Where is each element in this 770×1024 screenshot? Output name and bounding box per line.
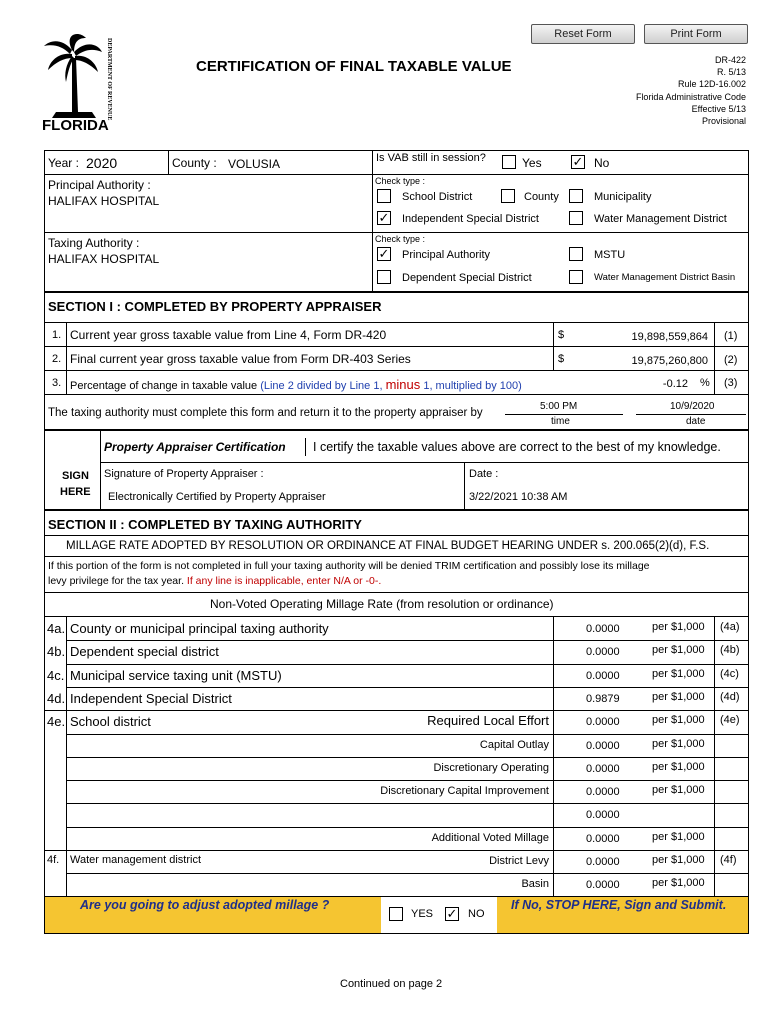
per-thousand-label: per $1,000	[652, 644, 705, 657]
millage-row-sublabel: Capital Outlay	[479, 738, 549, 751]
warning-line-2: levy privilege for the tax year. If any line is inapplicable, enter N/A or -0-.	[48, 575, 382, 587]
school-district-checkbox[interactable]	[377, 189, 391, 203]
time-label: time	[551, 416, 570, 427]
millage-row-divider	[66, 757, 749, 758]
millage-ref: (4b)	[720, 644, 740, 657]
non-voted-heading: Non-Voted Operating Millage Rate (from resolution or ordinance)	[210, 597, 554, 611]
form-id-block: DR-422 R. 5/13 Rule 12D-16.002 Florida Administrative Code Effective 5/13 Provisional	[635, 55, 746, 127]
millage-row-label: Water management district	[70, 854, 202, 866]
school-district-label: School District	[402, 191, 473, 203]
millage-row-sublabel: Discretionary Capital Improvement	[380, 785, 549, 798]
dependent-special-district-label: Dependent Special District	[402, 272, 532, 284]
appraiser-cert-title: Property Appraiser Certification	[104, 440, 286, 454]
dept-text: DEPARTMENT OF REVENUE	[106, 38, 112, 121]
adjust-millage-question: Are you going to adjust adopted millage ?	[80, 898, 330, 912]
per-thousand-label: per $1,000	[652, 877, 705, 890]
millage-ref: (4a)	[720, 621, 740, 633]
millage-row-sublabel: Basin	[521, 878, 549, 891]
county-type-label: County	[524, 191, 559, 203]
millage-value[interactable]: 0.0000	[586, 809, 620, 822]
millage-row-sublabel: Required Local Effort	[427, 713, 549, 729]
independent-special-district-label: Independent Special District	[402, 213, 539, 225]
millage-value[interactable]: 0.9879	[586, 692, 620, 705]
millage-value[interactable]: 0.0000	[586, 786, 620, 799]
return-date[interactable]: 10/9/2020	[670, 401, 715, 412]
reset-form-button[interactable]: Reset Form	[531, 24, 635, 44]
millage-value[interactable]: 0.0000	[586, 879, 620, 892]
per-thousand-label: per $1,000	[652, 714, 705, 727]
return-instruction: The taxing authority must complete this form and return it to the property appraiser by	[48, 407, 483, 419]
florida-dor-logo	[42, 32, 114, 132]
millage-row-divider	[66, 640, 749, 641]
municipality-label: Municipality	[594, 191, 652, 203]
mstu-checkbox[interactable]	[569, 247, 583, 261]
principal-authority-type-label: Principal Authority	[402, 249, 491, 261]
mstu-label: MSTU	[594, 249, 626, 261]
date-label: date	[686, 416, 706, 427]
section-1-title: SECTION I : COMPLETED BY PROPERTY APPRAISER	[48, 299, 382, 314]
stop-instruction: If No, STOP HERE, Sign and Submit.	[511, 898, 727, 912]
warning-line-1: If this portion of the form is not completed in full your taxing authority will be denied TRIM certification and possibly lose its millage	[48, 560, 650, 572]
vab-yes-checkbox[interactable]	[502, 155, 516, 169]
line-1-value[interactable]: 19,898,559,864	[631, 331, 708, 343]
line-1-label: Current year gross taxable value from Line 4, Form DR-420	[70, 328, 387, 342]
signature-field[interactable]: Electronically Certified by Property Appraiser	[108, 491, 326, 503]
vab-no-checkbox[interactable]: ✓	[572, 154, 584, 169]
millage-row-num: 4a.	[47, 621, 66, 636]
water-management-basin-label: Water Management District Basin	[594, 272, 736, 283]
line-2-value[interactable]: 19,875,260,800	[631, 355, 708, 367]
millage-value[interactable]: 0.0000	[586, 832, 620, 845]
continued-footer: Continued on page 2	[340, 978, 443, 990]
millage-row-divider	[66, 827, 749, 828]
year-label: Year :	[48, 156, 79, 170]
water-management-district-checkbox[interactable]	[569, 211, 583, 225]
line-2-label: Final current year gross taxable value from Form DR-403 Series	[70, 352, 411, 366]
return-time[interactable]: 5:00 PM	[540, 401, 578, 412]
print-form-button[interactable]: Print Form	[644, 24, 748, 44]
water-management-basin-checkbox[interactable]	[569, 270, 583, 284]
millage-ref: (4f)	[720, 854, 737, 866]
millage-value[interactable]: 0.0000	[586, 623, 620, 635]
adjust-no-label: NO	[468, 908, 485, 920]
millage-value[interactable]: 0.0000	[586, 716, 620, 729]
vab-no-label: No	[594, 156, 610, 170]
per-thousand-label: per $1,000	[652, 830, 705, 843]
millage-row-label: Municipal service taxing unit (MSTU)	[70, 667, 282, 683]
municipality-checkbox[interactable]	[569, 189, 583, 203]
principal-authority-field[interactable]: HALIFAX HOSPITAL	[48, 194, 160, 208]
millage-row-num: 4e.	[47, 714, 66, 730]
check-type-label: Check type :	[375, 176, 426, 186]
independent-special-district-checkbox[interactable]: ✓	[378, 210, 390, 225]
millage-value[interactable]: 0.0000	[586, 669, 620, 682]
adjust-no-checkbox[interactable]: ✓	[446, 906, 458, 921]
millage-ref: (4e)	[720, 714, 740, 727]
line-3-value[interactable]: -0.12	[662, 378, 688, 390]
cert-date-label: Date :	[469, 468, 499, 480]
vab-yes-label: Yes	[522, 156, 542, 170]
millage-row-num: 4d.	[47, 690, 66, 706]
millage-row-divider	[66, 803, 749, 804]
line-2-ref: (2)	[724, 354, 738, 366]
per-thousand-label: per $1,000	[652, 854, 705, 866]
appraiser-cert-text: I certify the taxable values above are correct to the best of my knowledge.	[313, 440, 721, 454]
millage-value[interactable]: 0.0000	[586, 646, 620, 659]
millage-row-divider	[44, 850, 749, 851]
principal-authority-checkbox[interactable]: ✓	[378, 246, 390, 261]
taxing-authority-label: Taxing Authority :	[48, 236, 140, 250]
millage-ref: (4c)	[720, 667, 739, 680]
line-1-num: 1.	[52, 329, 62, 341]
principal-authority-label: Principal Authority :	[48, 178, 151, 192]
millage-row-sublabel: Discretionary Operating	[433, 761, 549, 774]
dependent-special-district-checkbox[interactable]	[377, 270, 391, 284]
millage-row-divider	[44, 710, 749, 711]
millage-row-num: 4f.	[47, 854, 60, 866]
line-2-dollar: $	[558, 353, 565, 365]
line-3-percent: %	[700, 377, 710, 389]
county-label: County :	[172, 156, 217, 170]
signature-label: Signature of Property Appraiser :	[104, 468, 264, 480]
per-thousand-label: per $1,000	[652, 737, 705, 750]
millage-value[interactable]: 0.0000	[586, 762, 620, 775]
millage-ref: (4d)	[720, 690, 740, 703]
adjust-yes-label: YES	[411, 908, 434, 920]
line-3-num: 3.	[52, 377, 62, 389]
line-1-ref: (1)	[724, 330, 738, 342]
per-thousand-label: per $1,000	[652, 784, 705, 797]
millage-row-divider	[66, 687, 749, 688]
millage-heading: MILLAGE RATE ADOPTED BY RESOLUTION OR ORDINANCE AT FINAL BUDGET HEARING UNDER s. 200.065(2)(d), F.S.	[66, 540, 710, 552]
millage-value[interactable]: 0.0000	[586, 739, 620, 752]
section-2-title: SECTION II : COMPLETED BY TAXING AUTHORITY	[48, 517, 362, 532]
line-2-num: 2.	[52, 353, 62, 365]
taxing-authority-field[interactable]: HALIFAX HOSPITAL	[48, 252, 160, 266]
millage-row-divider	[66, 780, 749, 781]
water-management-district-label: Water Management District	[594, 213, 727, 225]
millage-row-divider	[66, 873, 749, 874]
year-field[interactable]: 2020	[86, 155, 118, 171]
line-3-text: Percentage of change in taxable value (Line 2 divided by Line 1, minus 1, multiplied by 100)	[70, 377, 522, 392]
florida-wordmark: FLORIDA	[42, 117, 109, 132]
millage-value[interactable]: 0.0000	[586, 856, 620, 868]
line-1-dollar: $	[558, 329, 565, 341]
millage-row-sublabel: District Levy	[489, 855, 549, 867]
millage-row-label: Independent Special District	[70, 690, 232, 706]
millage-row-divider	[66, 734, 749, 735]
millage-row-label: County or municipal principal taxing authority	[70, 621, 329, 636]
millage-row-num: 4b.	[47, 644, 66, 660]
per-thousand-label: per $1,000	[652, 760, 705, 773]
sign-label: SIGN	[62, 470, 89, 482]
vab-question: Is VAB still in session?	[376, 152, 486, 164]
per-thousand-label: per $1,000	[652, 621, 705, 633]
here-label: HERE	[60, 486, 91, 498]
per-thousand-label: per $1,000	[652, 667, 705, 680]
millage-row-label: School district	[70, 714, 151, 730]
county-checkbox[interactable]	[501, 189, 515, 203]
county-field[interactable]: VOLUSIA	[228, 157, 281, 171]
millage-row-num: 4c.	[47, 667, 65, 683]
millage-row-divider	[66, 664, 749, 665]
millage-row-label: Dependent special district	[70, 644, 219, 660]
check-type-label-2: Check type :	[375, 234, 426, 244]
line-3-ref: (3)	[724, 377, 738, 389]
form-title: CERTIFICATION OF FINAL TAXABLE VALUE	[196, 58, 512, 75]
adjust-yes-checkbox[interactable]	[389, 907, 403, 921]
cert-date-field[interactable]: 3/22/2021 10:38 AM	[469, 491, 568, 503]
millage-row-sublabel: Additional Voted Millage	[431, 831, 549, 844]
per-thousand-label: per $1,000	[652, 690, 705, 703]
